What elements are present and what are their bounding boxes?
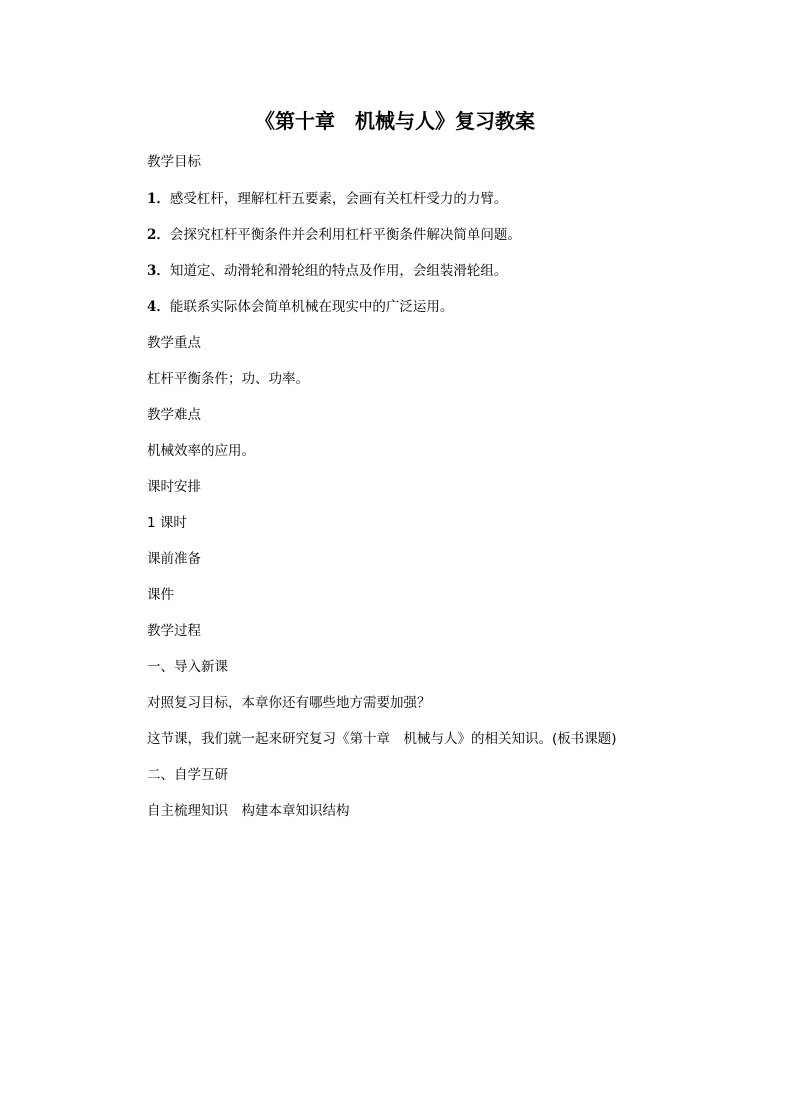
objective-item-1	[147, 189, 507, 209]
schedule-heading: 课时安排	[147, 479, 201, 495]
objective-text: 能联系实际体会简单机械在现实中的广泛运用。	[169, 299, 454, 315]
objective-number: 3．	[147, 263, 170, 279]
part1-heading: 一、导入新课	[147, 659, 228, 675]
part1-line-1: 对照复习目标，本章你还有哪些地方需要加强？	[147, 695, 431, 711]
schedule-text: 1 课时	[147, 515, 187, 531]
document-title: 《第十章 机械与人》复习教案	[255, 109, 535, 133]
part2-line-1: 自主梳理知识 构建本章知识结构	[147, 803, 350, 819]
objective-number: 4．	[147, 299, 170, 315]
preparation-text: 课件	[147, 587, 174, 603]
objective-item-3	[147, 261, 507, 281]
process-heading: 教学过程	[147, 623, 201, 639]
objective-text: 会探究杠杆平衡条件并会利用杠杆平衡条件解决简单问题。	[169, 227, 521, 243]
key-points-heading: 教学重点	[147, 335, 201, 351]
objectives-heading: 教学目标	[147, 154, 201, 170]
objective-text: 知道定、动滑轮和滑轮组的特点及作用，会组装滑轮组。	[169, 263, 508, 279]
key-points-text: 杠杆平衡条件；功、功率。	[147, 371, 309, 387]
objective-number: 1．	[147, 191, 170, 207]
objective-item-2	[147, 225, 521, 245]
part2-heading: 二、自学互研	[147, 767, 228, 783]
objective-item-4	[147, 297, 453, 317]
difficulties-heading: 教学难点	[147, 407, 201, 423]
objective-text: 感受杠杆，理解杠杆五要素，会画有关杠杆受力的力臂。	[169, 191, 508, 207]
objective-number: 2．	[147, 227, 170, 243]
preparation-heading: 课前准备	[147, 551, 201, 567]
part1-line-2: 这节课，我们就一起来研究复习《第十章 机械与人》的相关知识。(板书课题)	[147, 731, 617, 747]
difficulties-text: 机械效率的应用。	[147, 443, 255, 459]
